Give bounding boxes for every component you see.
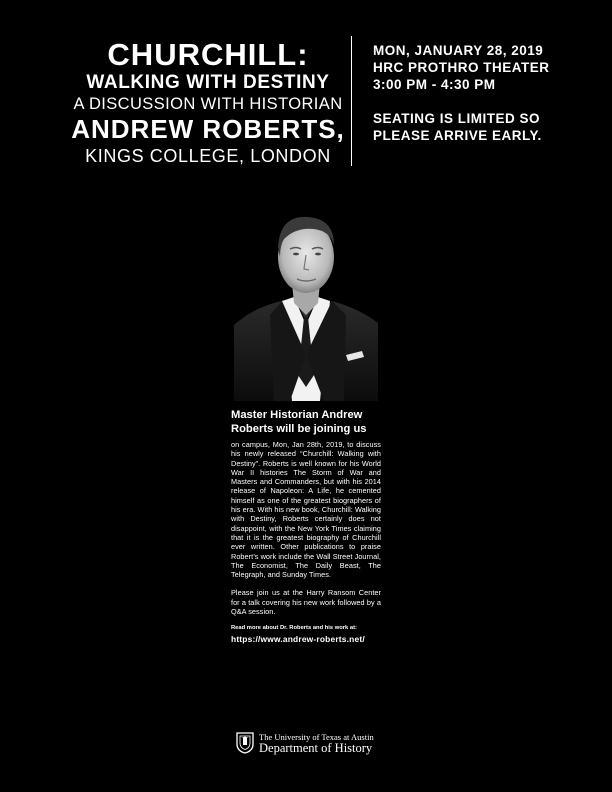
event-title-block (62, 38, 354, 168)
speaker-affiliation: KINGS COLLEGE, LONDON (85, 146, 331, 166)
article-lead: Master Historian Andrew Roberts will be joining us (231, 409, 367, 435)
event-venue: HRC PROTHRO THEATER (373, 60, 550, 75)
header-divider (351, 36, 352, 166)
speaker-name: ANDREW ROBERTS, (71, 114, 345, 144)
department-logo-text (259, 732, 374, 755)
portrait-illustration (234, 205, 378, 401)
event-date: MON, JANUARY 28, 2019 (373, 43, 544, 58)
seating-notice-line2: PLEASE ARRIVE EARLY. (373, 128, 542, 143)
department-logo (236, 730, 374, 756)
poster-title: CHURCHILL: (107, 37, 309, 72)
event-time: 3:00 PM - 4:30 PM (373, 77, 496, 92)
seating-notice-line1: SEATING IS LIMITED SO (373, 111, 541, 126)
article-paragraph-1: on campus, Mon, Jan 28th, 2019, to discuss his newly released “Churchill: Walking with Destiny”. Roberts is well known for his World War II histories The Storm of War and Masters and Commanders, but with his 2014 release of Napoleon: A Life, he cemented himself as one of the greatest biographers of his era. With his new book, Churchill: Walking with Destiny, Roberts certainly does not disappoint, with the New York Times claiming that it is the greatest biography of Churchill ever written. Other publications to praise Robert’s work include the Wall Street Journal, The Economist, The Daily Beast, The Telegraph, and Sunday Times. (231, 440, 381, 580)
speaker-portrait (234, 205, 378, 401)
discussion-line: A DISCUSSION WITH HISTORIAN (73, 95, 343, 113)
readmore-text: Read more about Dr. Roberts and his work at: (231, 625, 357, 632)
article-paragraph-2: Please join us at the Harry Ransom Center for a talk covering his new work followed by a Q&A session. (231, 588, 381, 617)
ut-seal-icon (236, 732, 254, 754)
poster-subtitle: WALKING WITH DESTINY (86, 72, 330, 93)
website-link[interactable]: https://www.andrew-roberts.net/ (231, 634, 365, 645)
event-details (373, 42, 593, 144)
department-name: Department of History (259, 740, 373, 755)
event-description (231, 408, 381, 644)
university-name: The University of Texas at Austin (259, 731, 374, 742)
